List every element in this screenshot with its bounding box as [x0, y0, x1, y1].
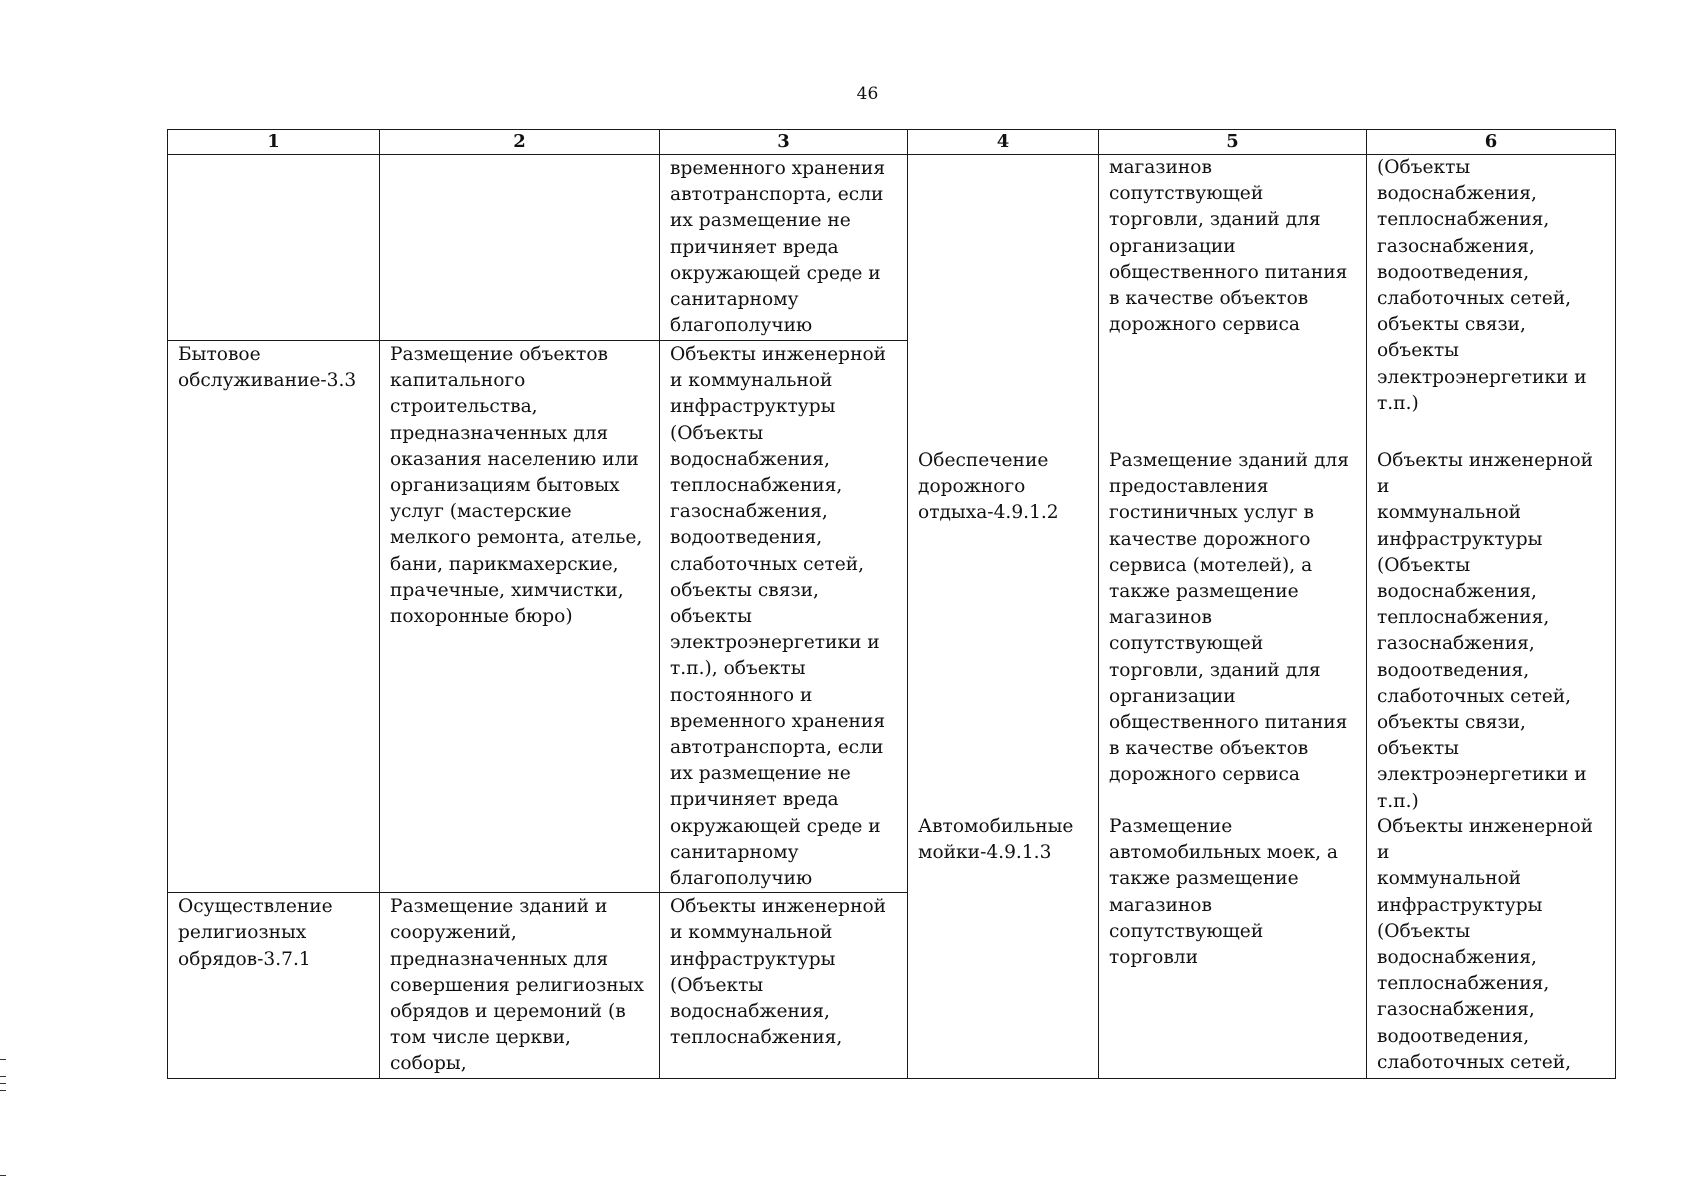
cell-text [168, 155, 379, 156]
cell-text: Размещение зданий и сооружений, предназначенных для совершения религиозных обрядов и церемоний (в том числе церкви, соборы, [390, 896, 644, 1075]
cell-text: Автомобильные мойки-4.9.1.3 [918, 816, 1074, 864]
right-group-cell-5 [1099, 155, 1367, 1079]
cell-text: магазинов сопутствующей торговли, зданий для организации общественного питания в качестве объектов дорожного сервиса [1109, 157, 1348, 336]
cell-text: (Объекты водоснабжения, теплоснабжения, газоснабжения, водоотведения, слаботочных сетей, объекты связи, объекты электроэнергетики и т.п.) [1377, 157, 1587, 414]
table-cell [168, 341, 380, 893]
right-group-cell-4 [908, 155, 1099, 1079]
cell-text: Объекты инженерной и коммунальной инфраструктуры (Объекты водоснабжения, теплоснабжения, [670, 896, 887, 1049]
table-cell [380, 155, 660, 341]
right-group-cell-6 [1367, 155, 1616, 1079]
cell-text: Бытовое обслуживание-3.3 [178, 344, 357, 392]
column-header-4: 4 [908, 130, 1099, 155]
page-number: 46 [856, 84, 879, 104]
cell-text [380, 155, 659, 156]
table-cell [380, 893, 660, 1078]
table-cell [168, 893, 380, 1078]
cell-text: Объекты инженерной и коммунальной инфраструктуры (Объекты водоснабжения, теплоснабжения, газоснабжения, водоотведения, слаботочных сетей, объекты связи, объекты электроэнергетики и т.п.) [1377, 450, 1594, 812]
cell-text: Обеспечение дорожного отдыха-4.9.1.2 [918, 450, 1059, 524]
cell-text: временного хранения автотранспорта, если их размещение не причиняет вреда окружающей среде и санитарному благополучию [670, 158, 886, 337]
cell-text: Осуществление религиозных обрядов-3.7.1 [178, 896, 333, 970]
land-use-table [167, 129, 1616, 1079]
cell-text: Объекты инженерной и коммунальной инфраструктуры (Объекты водоснабжения, теплоснабжения, газоснабжения, водоотведения, слаботочных сетей, объекты связи, объекты электроэнергетики и т.п.), объекты постоянного и временного хранения автотранспорта, если их размещение не причиняет вреда окружающей среде и санитарному благополучию [670, 344, 887, 890]
table-cell [380, 341, 660, 893]
column-header-1: 1 [168, 130, 380, 155]
header-row [168, 130, 1616, 155]
table-cell [660, 341, 908, 893]
table-row [168, 155, 1616, 341]
column-header-2: 2 [380, 130, 660, 155]
column-header-6: 6 [1367, 130, 1616, 155]
scan-margin-mark [0, 1090, 6, 1091]
cell-text: Размещение объектов капитального строительства, предназначенных для оказания населению или организациям бытовых услуг (мастерские мелкого ремонта, ателье, бани, парикмахерские, прачечные, химчистки, похоронные бюро) [390, 344, 643, 628]
scan-margin-mark [0, 1083, 6, 1084]
scan-margin-mark [0, 1059, 6, 1060]
table-cell [660, 155, 908, 341]
table-cell [660, 893, 908, 1078]
scan-margin-mark [0, 1175, 6, 1176]
scan-margin-mark [0, 1076, 6, 1077]
cell-text: Размещение автомобильных моек, а также размещение магазинов сопутствующей торговли [1109, 816, 1338, 969]
column-header-5: 5 [1099, 130, 1367, 155]
cell-text: Размещение зданий для предоставления гостиничных услуг в качестве дорожного сервиса (мотелей), а также размещение магазинов сопутствующей торговли, зданий для организации общественного питания в качестве объектов дорожного сервиса [1109, 450, 1349, 786]
column-header-3: 3 [660, 130, 908, 155]
table-cell [168, 155, 380, 341]
cell-text: Объекты инженерной и коммунальной инфраструктуры (Объекты водоснабжения, теплоснабжения, газоснабжения, водоотведения, слаботочных сетей, [1377, 816, 1594, 1073]
